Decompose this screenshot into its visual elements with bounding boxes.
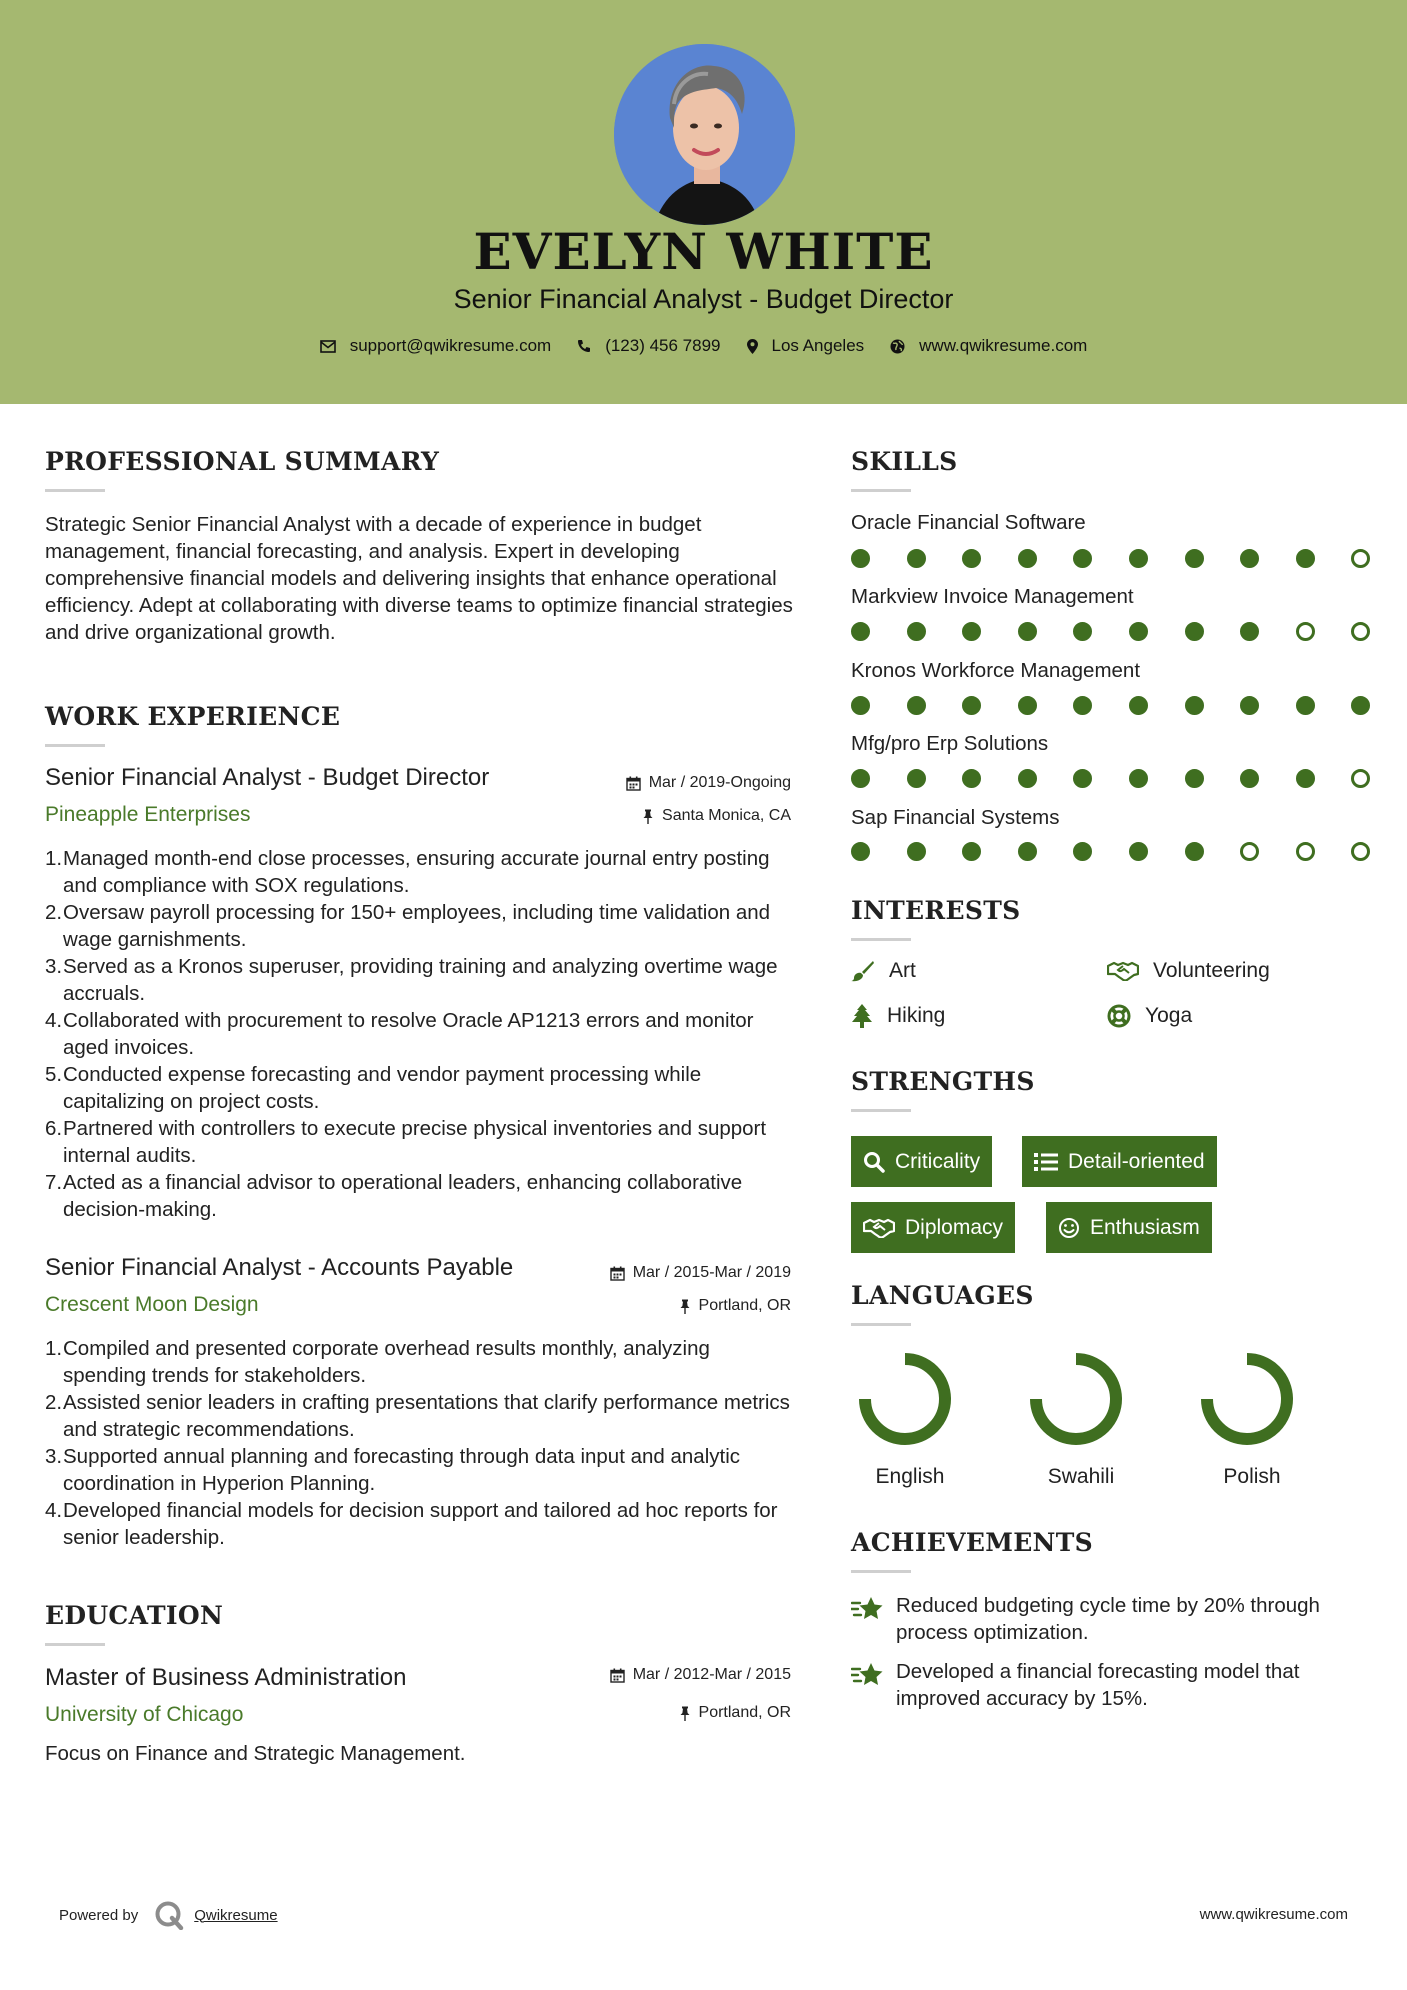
skill-dot-filled [1296, 769, 1315, 788]
skill-rating [851, 622, 1371, 642]
interest-item: Art [851, 959, 916, 983]
profile-photo [614, 44, 795, 225]
skill-dot-empty [1351, 842, 1370, 861]
list-item: 1. Managed month-end close processes, ensuring accurate journal entry posting and compliance with SOX regulations. [45, 847, 770, 897]
skill-dot-filled [1185, 769, 1204, 788]
skill-dot-filled [1073, 842, 1092, 861]
handshake-icon [863, 1218, 895, 1238]
job-1-dates-text: Mar / 2019-Ongoing [648, 774, 791, 791]
powered-by-text: Powered by [59, 1906, 139, 1924]
achievement-item: Developed a financial forecasting model that improved accuracy by 15%. [896, 1660, 1300, 1710]
language-ring [1200, 1352, 1294, 1446]
job-2-location [679, 1297, 791, 1315]
skill-dot-empty [1296, 622, 1315, 641]
summary-heading: PROFESSIONAL SUMMARY [45, 447, 440, 476]
languages-heading: LANGUAGES [851, 1281, 1034, 1310]
skill-dot-filled [1296, 549, 1315, 568]
calendar-icon [610, 1668, 625, 1683]
calendar-icon [610, 1266, 625, 1281]
contact-email-text: support@qwikresume.com [349, 336, 552, 355]
skill-dot-filled [1296, 696, 1315, 715]
contact-phone[interactable] [577, 336, 720, 356]
job-2-title: Senior Financial Analyst - Accounts Payable [45, 1254, 514, 1281]
skill-dot-filled [1129, 622, 1148, 641]
skill-name: Oracle Financial Software [851, 511, 1086, 534]
interests-rule [851, 938, 911, 941]
calendar-icon [626, 776, 641, 791]
job-2-location-text: Portland, OR [698, 1297, 791, 1314]
skill-dot-filled [851, 622, 870, 641]
skill-dot-filled [1073, 622, 1092, 641]
experience-rule [45, 744, 105, 747]
list-item: 2. Assisted senior leaders in crafting presentations that clarify performance metrics and strategic recommendations. [45, 1391, 790, 1441]
skill-rating [851, 842, 1371, 862]
skill-dot-filled [1185, 842, 1204, 861]
contact-phone-text: (123) 456 7899 [605, 336, 721, 355]
contact-bar [0, 336, 1407, 356]
phone-icon [577, 339, 591, 353]
candidate-title: Senior Financial Analyst - Budget Director [453, 284, 954, 314]
trophy-star-icon [851, 1661, 885, 1689]
handshake-icon [1107, 961, 1139, 981]
skill-dot-filled [1129, 769, 1148, 788]
education-rule [45, 1643, 105, 1646]
strengths-heading: STRENGTHS [851, 1067, 1035, 1096]
lifebuoy-icon [1107, 1004, 1131, 1028]
skill-dot-filled [1018, 549, 1037, 568]
skill-dot-filled [907, 769, 926, 788]
skill-dot-filled [1073, 769, 1092, 788]
skill-dot-empty [1296, 842, 1315, 861]
skill-dot-empty [1240, 842, 1259, 861]
skill-name: Markview Invoice Management [851, 585, 1134, 608]
interest-item: Yoga [1107, 1004, 1192, 1028]
achievements-rule [851, 1570, 911, 1573]
tree-icon [851, 1004, 873, 1028]
qwikresume-logo-icon [154, 1900, 184, 1930]
skill-dot-empty [1351, 622, 1370, 641]
skill-name: Sap Financial Systems [851, 806, 1060, 829]
candidate-name: EVELYN WHITE [473, 222, 934, 281]
skill-rating [851, 549, 1371, 569]
education-location-text: Portland, OR [698, 1704, 791, 1721]
skill-dot-filled [1018, 696, 1037, 715]
skill-dot-empty [1351, 769, 1370, 788]
list-item: 3. Supported annual planning and forecasting through data input and analytic coordination in Hyperion Planning. [45, 1445, 741, 1495]
skill-dot-filled [1129, 549, 1148, 568]
skills-rule [851, 489, 911, 492]
resume-header [0, 0, 1407, 404]
strengths-rule [851, 1109, 911, 1112]
contact-location-text: Los Angeles [771, 336, 865, 355]
list-item: 5. Conducted expense forecasting and vendor payment processing while capitalizing on project costs. [45, 1063, 702, 1113]
pushpin-icon [679, 1299, 691, 1314]
language-name: Swahili [1047, 1465, 1115, 1488]
envelope-icon [320, 340, 336, 353]
languages-rule [851, 1323, 911, 1326]
language-ring [1029, 1352, 1123, 1446]
skill-dot-filled [1185, 696, 1204, 715]
map-pin-icon [747, 339, 758, 354]
language-name: Polish [1223, 1465, 1281, 1488]
skill-dot-filled [1240, 622, 1259, 641]
skill-dot-filled [1185, 549, 1204, 568]
skill-dot-filled [1073, 549, 1092, 568]
achievements-heading: ACHIEVEMENTS [851, 1528, 1093, 1557]
contact-email[interactable] [320, 336, 552, 356]
education-description: Focus on Finance and Strategic Management. [45, 1742, 466, 1765]
list-icon [1034, 1152, 1058, 1172]
footer-powered-by [59, 1900, 278, 1930]
paintbrush-icon [851, 960, 875, 982]
skill-dot-filled [851, 842, 870, 861]
skill-name: Mfg/pro Erp Solutions [851, 732, 1049, 755]
skill-dot-filled [962, 622, 981, 641]
list-item: 1. Compiled and presented corporate overhead results monthly, analyzing spending trends for stakeholders. [45, 1337, 710, 1387]
education-school: University of Chicago [45, 1703, 244, 1726]
interest-item: Volunteering [1107, 959, 1270, 983]
education-location [679, 1704, 791, 1722]
skill-rating [851, 696, 1371, 716]
list-item: 4. Developed financial models for decision support and tailored ad hoc reports for senior leadership. [45, 1499, 778, 1549]
education-degree: Master of Business Administration [45, 1664, 407, 1691]
list-item: 7. Acted as a financial advisor to operational leaders, enhancing collaborative decision-making. [45, 1171, 743, 1221]
pushpin-icon [642, 809, 654, 824]
skill-dot-filled [851, 696, 870, 715]
summary-text: Strategic Senior Financial Analyst with a decade of experience in budget management, financial forecasting, and analysis. Expert in developing comprehensive financial models and delivering insights that enhance operational efficiency. Adept at collaborating with diverse teams to optimize financial strategies and drive organizational growth. [45, 513, 793, 644]
skill-dot-filled [1073, 696, 1092, 715]
globe-icon [890, 339, 905, 354]
contact-website-text: www.qwikresume.com [919, 336, 1088, 355]
skill-rating [851, 769, 1371, 789]
skill-dot-filled [962, 696, 981, 715]
interest-item: Hiking [851, 1004, 945, 1028]
skill-dot-filled [1018, 769, 1037, 788]
search-icon [863, 1151, 885, 1173]
interests-heading: INTERESTS [851, 896, 1021, 925]
skill-name: Kronos Workforce Management [851, 659, 1141, 682]
job-2-company: Crescent Moon Design [45, 1293, 259, 1316]
skill-dot-filled [1129, 842, 1148, 861]
skill-dot-filled [1129, 696, 1148, 715]
skill-dot-filled [962, 769, 981, 788]
skill-dot-filled [1018, 842, 1037, 861]
summary-rule [45, 489, 105, 492]
list-item: 6. Partnered with controllers to execute precise physical inventories and support internal audits. [45, 1117, 767, 1167]
achievement-item: Reduced budgeting cycle time by 20% through process optimization. [896, 1594, 1320, 1644]
skill-dot-filled [851, 549, 870, 568]
job-1-company: Pineapple Enterprises [45, 803, 251, 826]
skill-dot-filled [1240, 549, 1259, 568]
skill-dot-filled [851, 769, 870, 788]
strength-tag: Diplomacy [851, 1202, 1015, 1253]
skill-dot-filled [1185, 622, 1204, 641]
trophy-star-icon [851, 1595, 885, 1623]
job-1-bullets [45, 845, 795, 1223]
portrait-illustration [614, 44, 795, 225]
experience-heading: WORK EXPERIENCE [45, 702, 341, 731]
skill-dot-filled [907, 696, 926, 715]
job-1-title: Senior Financial Analyst - Budget Director [45, 764, 490, 791]
skill-dot-filled [1240, 696, 1259, 715]
list-item: 3. Served as a Kronos superuser, providing training and analyzing overtime wage accruals. [45, 955, 778, 1005]
job-1-location-text: Santa Monica, CA [662, 807, 791, 824]
contact-location [747, 336, 865, 356]
job-2-dates [610, 1264, 791, 1282]
job-1-dates [626, 774, 791, 792]
job-1-location [642, 807, 791, 825]
job-2-bullets [45, 1335, 795, 1551]
skill-dot-filled [1351, 696, 1370, 715]
list-item: 2. Oversaw payroll processing for 150+ employees, including time validation and wage garnishments. [45, 901, 771, 951]
skill-dot-filled [1018, 622, 1037, 641]
language-name: English [875, 1465, 945, 1488]
strength-tag: Enthusiasm [1046, 1202, 1212, 1253]
skill-dot-filled [962, 549, 981, 568]
list-item: 4. Collaborated with procurement to resolve Oracle AP1213 errors and monitor aged invoices. [45, 1009, 754, 1059]
skills-heading: SKILLS [851, 447, 958, 476]
skill-dot-filled [1240, 769, 1259, 788]
smile-icon [1058, 1217, 1080, 1239]
skill-dot-filled [962, 842, 981, 861]
pushpin-icon [679, 1706, 691, 1721]
contact-website[interactable] [890, 336, 1087, 356]
qwikresume-link[interactable]: Qwikresume [194, 1906, 278, 1924]
education-heading: EDUCATION [45, 1601, 224, 1630]
skill-dot-filled [907, 842, 926, 861]
skill-dot-empty [1351, 549, 1370, 568]
education-dates [610, 1666, 791, 1684]
education-dates-text: Mar / 2012-Mar / 2015 [632, 1666, 791, 1683]
skill-dot-filled [907, 622, 926, 641]
job-2-dates-text: Mar / 2015-Mar / 2019 [632, 1264, 791, 1281]
strength-tag: Detail-oriented [1022, 1136, 1217, 1187]
language-ring [858, 1352, 952, 1446]
strength-tag: Criticality [851, 1136, 992, 1187]
skill-dot-filled [907, 549, 926, 568]
footer-website[interactable]: www.qwikresume.com [1199, 1906, 1348, 1923]
